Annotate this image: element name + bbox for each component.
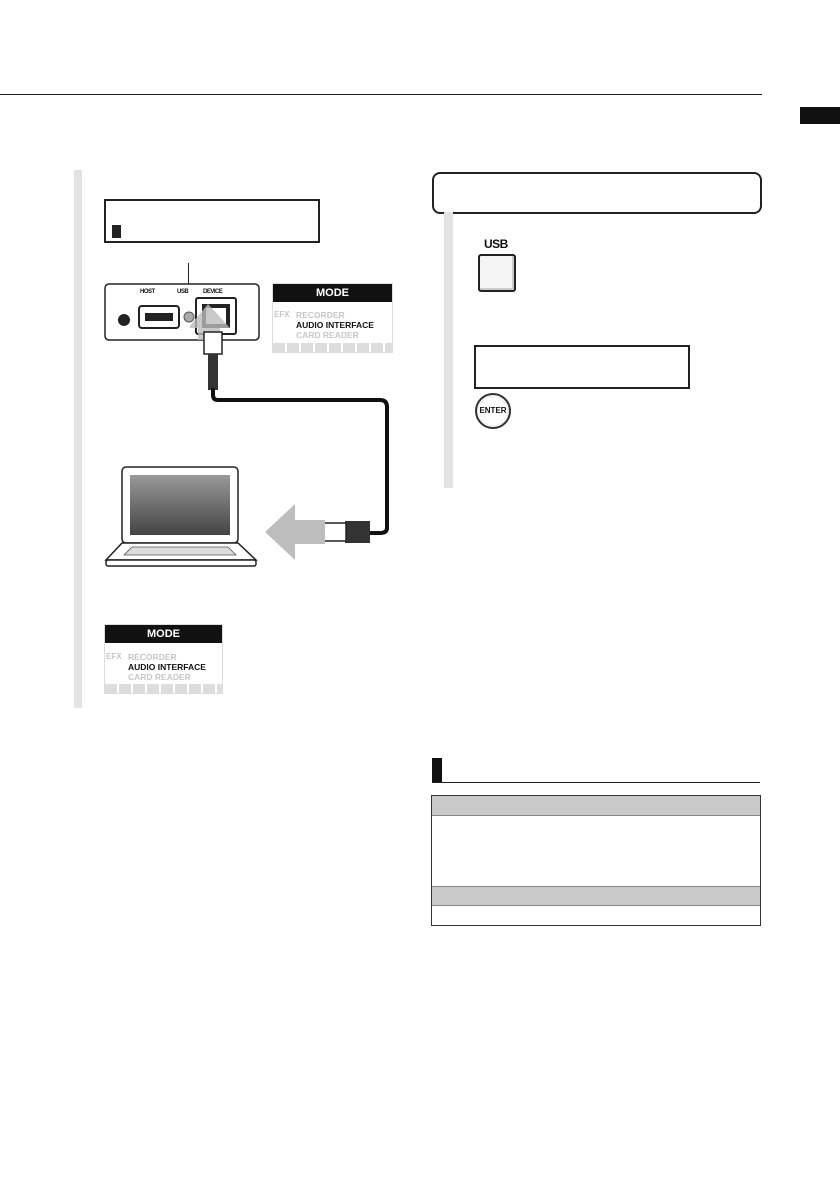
mode-item-recorder: RECORDER [296,310,345,320]
usb-port-label-host: HOST [140,289,155,295]
enter-key-button[interactable]: ENTER [475,393,511,429]
usb-port-label-usb: USB [177,289,189,295]
mode-screen-bottom-title: MODE [105,625,222,643]
mode-screen-bottom-fx: EFX [106,652,122,661]
lcd-cursor [112,225,121,238]
section-marker [432,758,442,782]
spec-table [431,795,761,926]
lcd-display-box [104,199,320,243]
header-rule [0,94,762,95]
spec-table-header-1 [432,796,760,816]
mode-item-audio-interface: AUDIO INTERFACE [296,320,374,330]
usb-key-button[interactable] [478,254,516,292]
mode-item-recorder-bottom: RECORDER [128,652,177,662]
page-tab [800,107,840,124]
mode-screen-bottom-meter [105,684,222,693]
section-rule [432,782,760,783]
mode-item-card-reader-bottom: CARD READER [128,672,191,682]
mode-screen-title: MODE [273,284,392,302]
spec-table-header-2 [432,886,760,906]
usb-port-label-device: DEVICE [203,289,223,295]
usb-key-label: USB [484,237,508,251]
lcd-display-box-right [474,345,690,389]
mode-item-audio-interface-bottom: AUDIO INTERFACE [128,662,206,672]
mode-screen-bottom [104,624,223,694]
arrow-to-computer-icon [265,502,325,562]
step-bar-left [74,170,82,708]
mode-item-card-reader: CARD READER [296,330,359,340]
laptop-icon [104,466,258,570]
mode-screen-fx: EFX [274,310,290,319]
callout-box [432,172,762,214]
step-bar-right [444,212,453,488]
